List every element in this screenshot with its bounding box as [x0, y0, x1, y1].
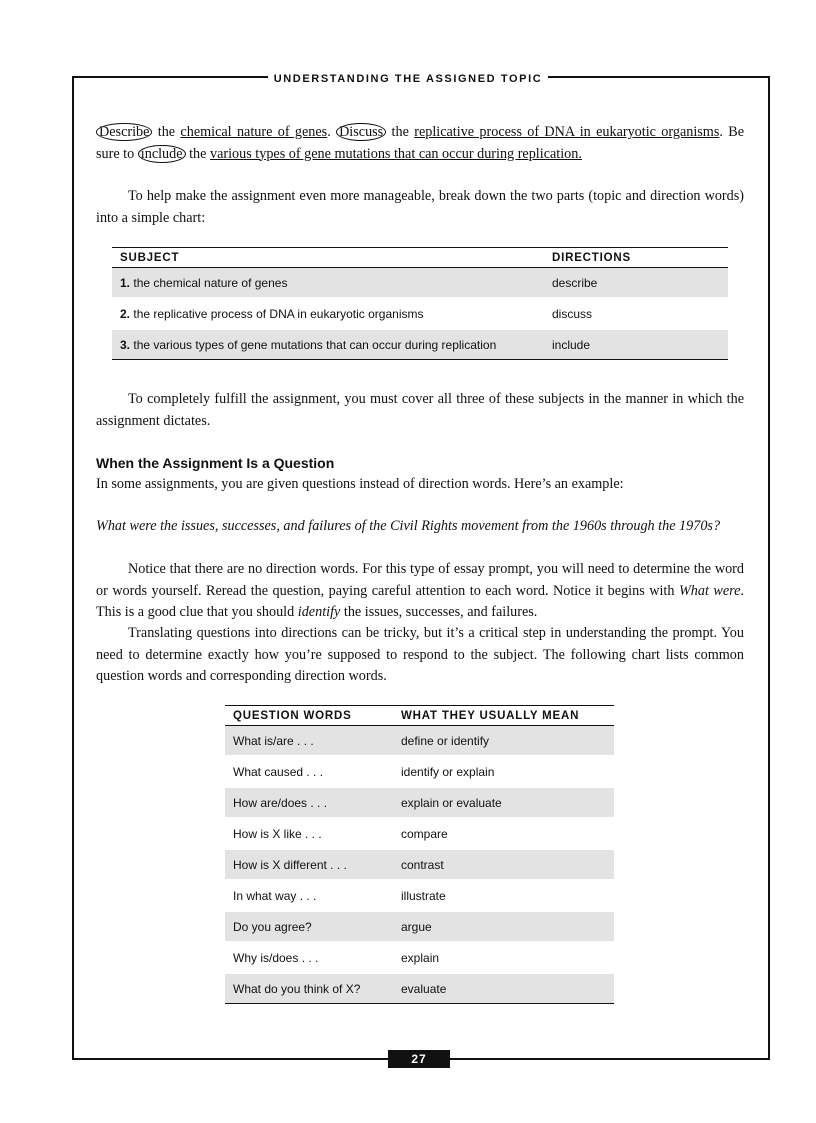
question-cell: Do you agree? — [225, 911, 393, 942]
text: the — [152, 124, 181, 140]
subject-cell: the various types of gene mutations that can occur during replication — [133, 337, 497, 352]
column-header: WHAT THEY USUALLY MEAN — [393, 706, 614, 726]
direction-cell: discuss — [544, 298, 728, 329]
subject-underlined: various types of gene mutations that can occur during replication. — [209, 145, 582, 162]
row-number: 2. — [120, 306, 131, 321]
row-number: 1. — [120, 275, 131, 290]
direction-cell: describe — [544, 268, 728, 299]
section-heading: When the Assignment Is a Question — [96, 455, 335, 471]
text: Notice that there are no direction words. For this type of essay prompt, you will need to determine the word or words yourself. Reread the question, paying careful attention to each word. Notice it begins with — [96, 561, 744, 599]
direction-word-circled: include — [138, 145, 186, 163]
table-row — [225, 911, 614, 942]
text: the issues, successes, and failures. — [340, 604, 538, 620]
question-cell: How are/does . . . — [225, 787, 393, 818]
meaning-cell: define or identify — [393, 726, 614, 757]
example-question: What were the issues, successes, and failures of the Civil Rights movement from the 1960s through the 1970s? — [96, 518, 721, 534]
meaning-cell: identify or explain — [393, 756, 614, 787]
question-cell: In what way . . . — [225, 880, 393, 911]
meaning-cell: evaluate — [393, 973, 614, 1004]
text: the — [185, 145, 210, 162]
text: the — [386, 124, 415, 140]
table-row — [112, 329, 728, 360]
question-cell: What is/are . . . — [225, 726, 393, 757]
question-cell: Why is/does . . . — [225, 942, 393, 973]
table-row — [225, 818, 614, 849]
table-row — [225, 756, 614, 787]
text: . Be sure to — [96, 124, 744, 162]
section-header — [0, 69, 816, 87]
paragraph — [96, 559, 744, 624]
table-row — [225, 973, 614, 1004]
paragraph: In some assignments, you are given questions instead of direction words. Here’s an example: — [96, 476, 624, 492]
emphasis: What were — [678, 582, 741, 599]
section-title: UNDERSTANDING THE ASSIGNED TOPIC — [268, 73, 549, 85]
column-header: SUBJECT — [112, 248, 544, 268]
table-row — [112, 298, 728, 329]
subject-cell: the replicative process of DNA in eukaryotic organisms — [133, 306, 424, 321]
table-row — [225, 849, 614, 880]
table-row — [112, 268, 728, 299]
subject-underlined: replicative process of DNA in eukaryotic organisms — [414, 124, 720, 140]
meaning-cell: illustrate — [393, 880, 614, 911]
direction-word-circled: Describe — [96, 123, 152, 141]
row-number: 3. — [120, 337, 131, 352]
direction-word-circled: Discuss — [336, 123, 386, 141]
paragraph: Translating questions into directions can be tricky, but it’s a critical step in understanding the prompt. You need to determine exactly how you’re supposed to respond to the subject. The following chart lists common question words and corresponding direction words. — [96, 625, 744, 684]
question-cell: What caused . . . — [225, 756, 393, 787]
subject-cell: the chemical nature of genes — [133, 275, 288, 290]
question-cell: How is X like . . . — [225, 818, 393, 849]
meaning-cell: contrast — [393, 849, 614, 880]
subject-underlined: chemical nature of genes — [180, 124, 328, 140]
question-cell: How is X different . . . — [225, 849, 393, 880]
paragraph: To completely fulfill the assignment, you must cover all three of these subjects in the manner in which the assignment dictates. — [96, 391, 744, 429]
text: . This is a good clue that you should — [96, 582, 744, 620]
meaning-cell: explain — [393, 942, 614, 973]
table-row — [225, 880, 614, 911]
question-words-table — [225, 705, 614, 1004]
text: . — [327, 124, 337, 140]
table-row — [225, 942, 614, 973]
question-cell: What do you think of X? — [225, 973, 393, 1004]
meaning-cell: argue — [393, 911, 614, 942]
meaning-cell: compare — [393, 818, 614, 849]
column-header: DIRECTIONS — [544, 248, 728, 268]
meaning-cell: explain or evaluate — [393, 787, 614, 818]
column-header: QUESTION WORDS — [225, 706, 393, 726]
emphasis: identify — [297, 604, 341, 620]
table-row — [225, 726, 614, 757]
table-row — [225, 787, 614, 818]
page-number: 27 — [388, 1050, 450, 1068]
subject-directions-table — [112, 247, 728, 360]
direction-cell: include — [544, 329, 728, 360]
paragraph: To help make the assignment even more manageable, break down the two parts (topic and direction words) into a simple chart: — [96, 188, 744, 226]
assignment-prompt — [96, 122, 744, 165]
